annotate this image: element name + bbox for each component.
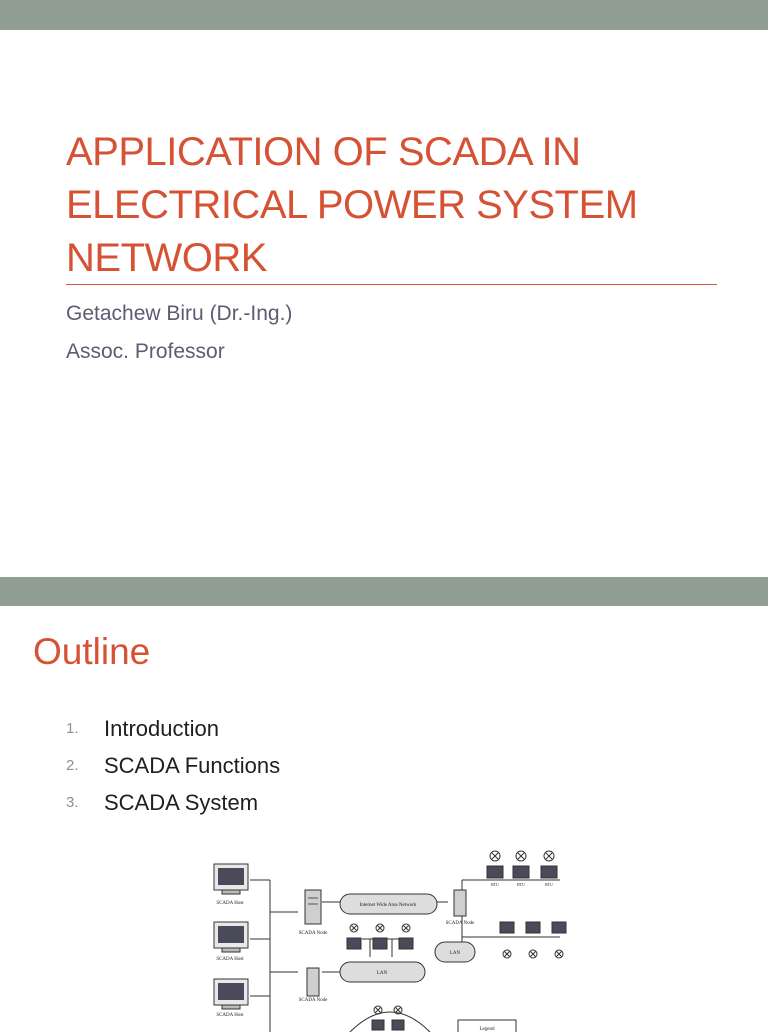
scada-network-diagram [210,842,580,1032]
diagram-legend [458,1020,516,1032]
wan-label: Internet Wide Area Network [359,903,417,908]
outline-item-number: 2. [66,757,79,774]
rtu-label: RTU [545,882,553,887]
rtu-label: RTU [491,882,499,887]
wan-cloud [340,894,437,914]
lan-cylinder-1 [340,962,425,982]
scada-node-server-1 [299,890,329,936]
outline-item-label: Introduction [104,716,219,741]
outline-item-number: 3. [66,794,79,811]
node-label: SCADA Node [298,931,328,936]
title-underline [66,284,717,285]
title-slide [0,30,768,577]
host-label: SCADA Host [216,957,244,962]
rtu-group-right [500,922,566,958]
author-name: Getachew Biru (Dr.-Ing.) [66,302,293,325]
scada-host-1 [214,864,248,906]
node-label: SCADA Node [445,921,475,926]
scada-node-server-2 [299,968,329,1003]
slide-separator-band [0,577,768,606]
rtu-label: RTU [517,882,525,887]
lan-label: LAN [449,951,461,956]
scada-node-server-3 [446,890,476,926]
outline-item-label: SCADA System [104,790,259,815]
node-label: SCADA Node [298,998,328,1003]
outline-item-label: SCADA Functions [104,753,281,778]
scada-host-2 [214,922,248,962]
top-band [0,0,768,30]
rtu-group-middle [347,924,413,949]
lan-cylinder-2 [435,942,475,962]
outline-item-number: 1. [66,720,79,737]
author-role: Assoc. Professor [66,340,225,363]
rtu-group-top [487,851,557,878]
outline-slide [0,606,768,1032]
slide-title: APPLICATION OF SCADA IN ELECTRICAL POWER SYSTEM NETWORK [66,130,638,280]
outline-title: Outline [33,631,151,672]
scada-host-3 [214,979,248,1018]
lan-label: LAN [376,971,388,976]
host-label: SCADA Host [216,901,244,906]
rtu-group-bottom [350,1006,430,1032]
legend-label: Legend [479,1027,495,1032]
host-label: SCADA Host [216,1013,244,1018]
